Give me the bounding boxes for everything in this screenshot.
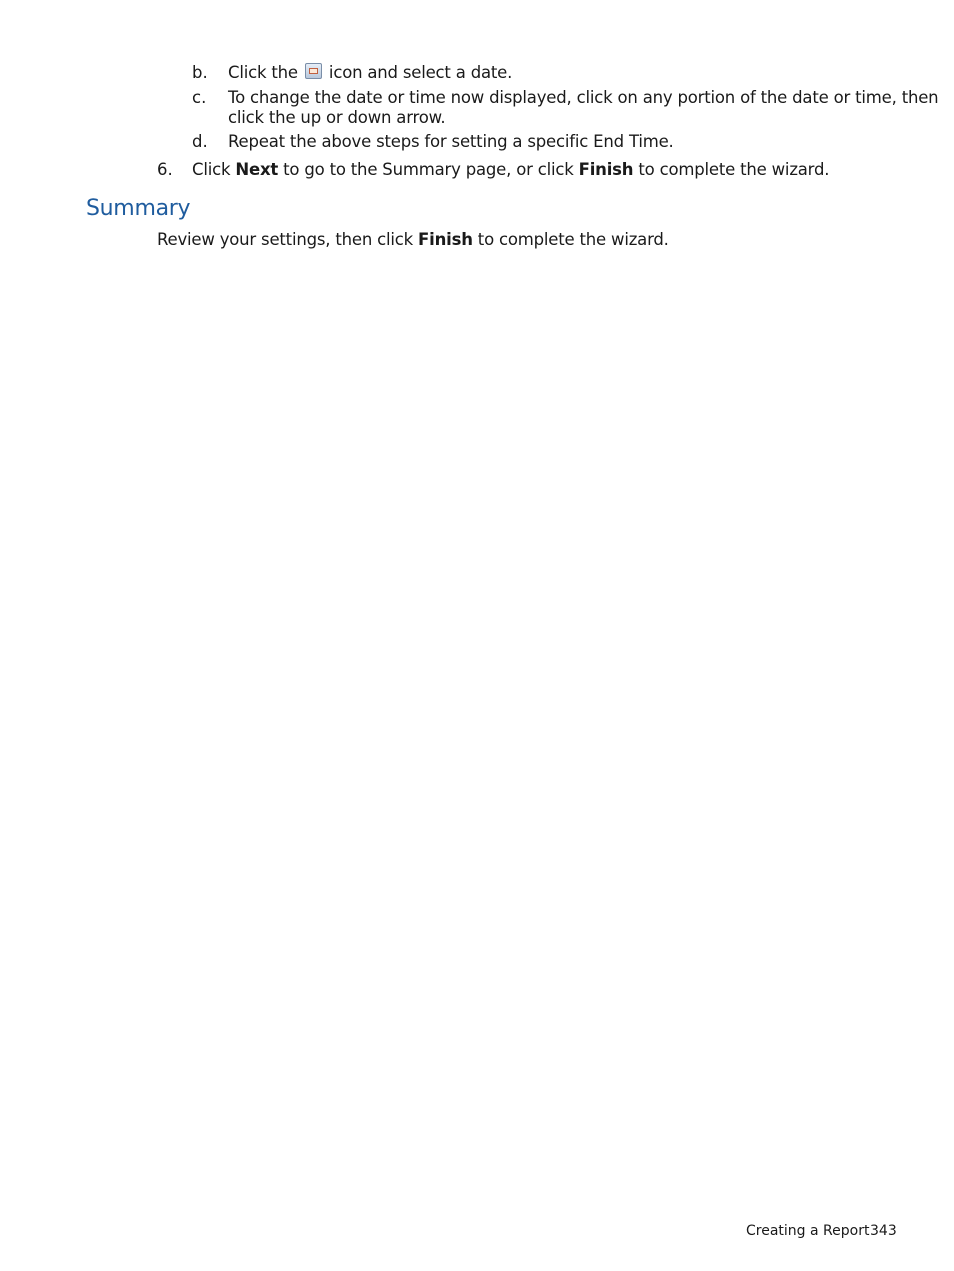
- step-6-post: to complete the wizard.: [633, 160, 830, 179]
- summary-finish-term: Finish: [418, 230, 473, 249]
- list-marker-c: c.: [192, 88, 207, 107]
- step-b-post: icon and select a date.: [323, 63, 513, 82]
- finish-term: Finish: [578, 160, 634, 179]
- summary-pre: Review your settings, then click: [157, 230, 419, 249]
- step-6-pre: Click: [192, 160, 236, 179]
- list-marker-6: 6.: [157, 160, 173, 179]
- step-b-text: [228, 63, 512, 83]
- summary-paragraph: [157, 230, 669, 250]
- list-marker-b: b.: [192, 63, 208, 82]
- next-term: Next: [235, 160, 279, 179]
- step-6-mid: to go to the Summary page, or click: [278, 160, 579, 179]
- summary-post: to complete the wizard.: [472, 230, 669, 249]
- step-c-line-2: click the up or down arrow.: [228, 108, 446, 127]
- step-6-text: [192, 160, 829, 180]
- step-d-text: Repeat the above steps for setting a specific End Time.: [228, 132, 674, 151]
- calendar-icon: [305, 63, 322, 79]
- footer-section-title: Creating a Report: [746, 1223, 870, 1239]
- step-b-pre: Click the: [228, 63, 303, 82]
- section-heading-summary: Summary: [86, 196, 191, 221]
- list-marker-d: d.: [192, 132, 208, 151]
- step-c-line-1: To change the date or time now displayed, click on any portion of the date or time, then: [228, 88, 939, 107]
- footer-page-number: 343: [870, 1223, 897, 1239]
